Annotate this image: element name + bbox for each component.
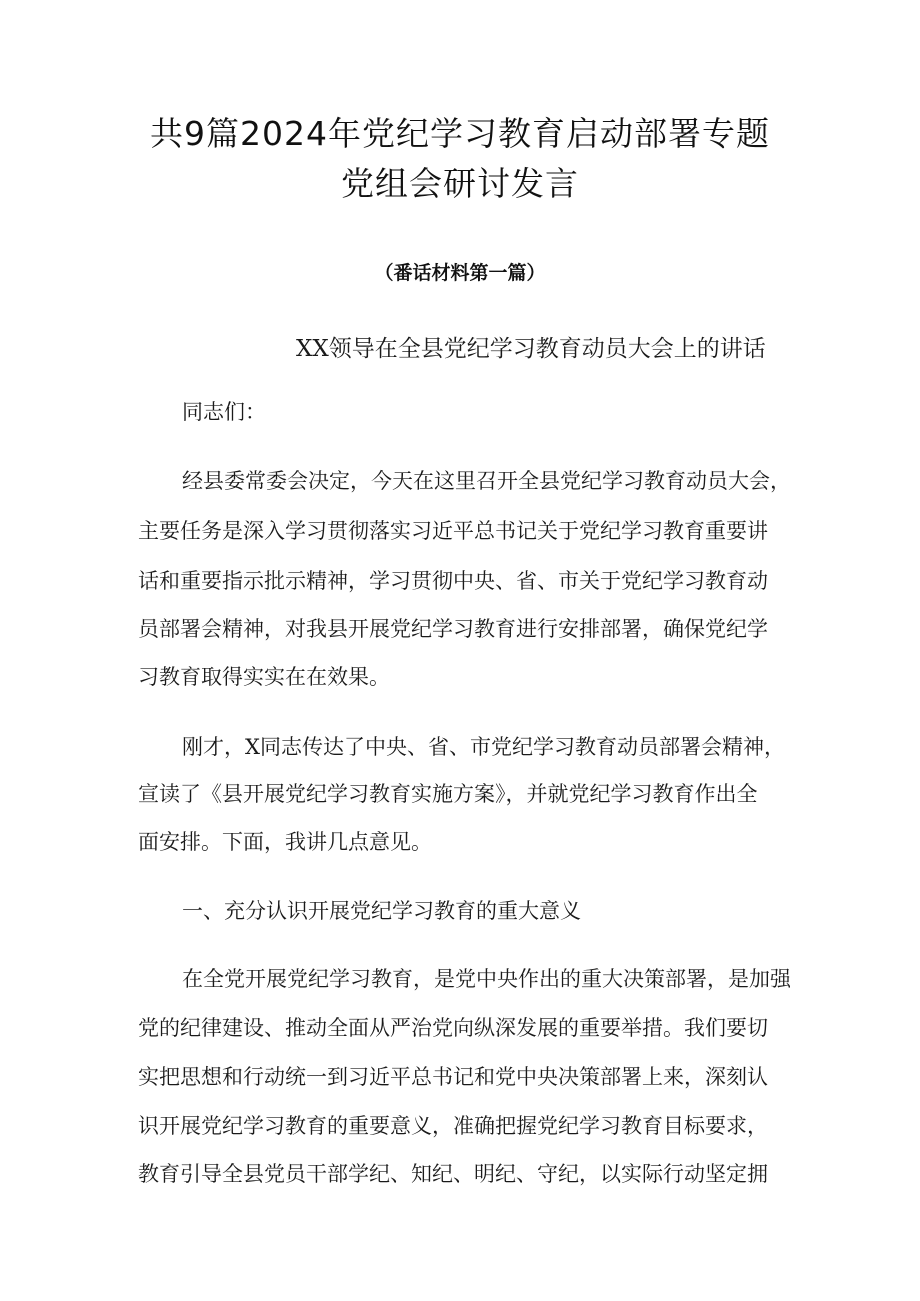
paragraph-3-line-3: 实把思想和行动统一到习近平总书记和党中央决策部署上来，深刻认 [138, 1065, 768, 1089]
paragraph-3-line-5: 教育引导全县党员干部学纪、知纪、明纪、守纪，以实际行动坚定拥 [138, 1162, 768, 1186]
paragraph-1-line-3: 话和重要指示批示精神，学习贯彻中央、省、市关于党纪学习教育动 [138, 569, 768, 593]
paragraph-1-line-4: 员部署会精神，对我县开展党纪学习教育进行安排部署，确保党纪学 [138, 617, 768, 641]
paragraph-1-line-1: 经县委常委会决定，今天在这里召开全县党纪学习教育动员大会， [182, 469, 791, 493]
paragraph-2-line-1: 刚才，X同志传达了中央、省、市党纪学习教育动员部署会精神， [182, 735, 785, 759]
paragraph-3-line-1: 在全党开展党纪学习教育，是党中央作出的重大决策部署，是加强 [182, 967, 791, 991]
paragraph-3-line-2: 党的纪律建设、推动全面从严治党向纵深发展的重要举措。我们要切 [138, 1016, 768, 1040]
greeting: 同志们： [182, 400, 266, 424]
paragraph-2-line-2: 宣读了《县开展党纪学习教育实施方案》，并就党纪学习教育作出全 [138, 782, 758, 806]
section-1-heading: 一、充分认识开展党纪学习教育的重大意义 [182, 899, 581, 923]
document-title-line-2: 党组会研讨发言 [341, 164, 579, 203]
speech-title: XX领导在全县党纪学习教育动员大会上的讲话 [296, 336, 766, 362]
paragraph-1-line-2: 主要任务是深入学习贯彻落实习近平总书记关于党纪学习教育重要讲 [138, 519, 768, 543]
paragraph-1-line-5: 习教育取得实实在在效果。 [138, 665, 390, 689]
paragraph-3-line-4: 识开展党纪学习教育的重要意义，准确把握党纪学习教育目标要求， [138, 1114, 768, 1138]
document-subtitle: （番话材料第一篇） [374, 262, 546, 284]
paragraph-2-line-3: 面安排。下面，我讲几点意见。 [138, 830, 432, 854]
document-title-line-1: 共9篇2024年党纪学习教育启动部署专题 [150, 114, 770, 153]
